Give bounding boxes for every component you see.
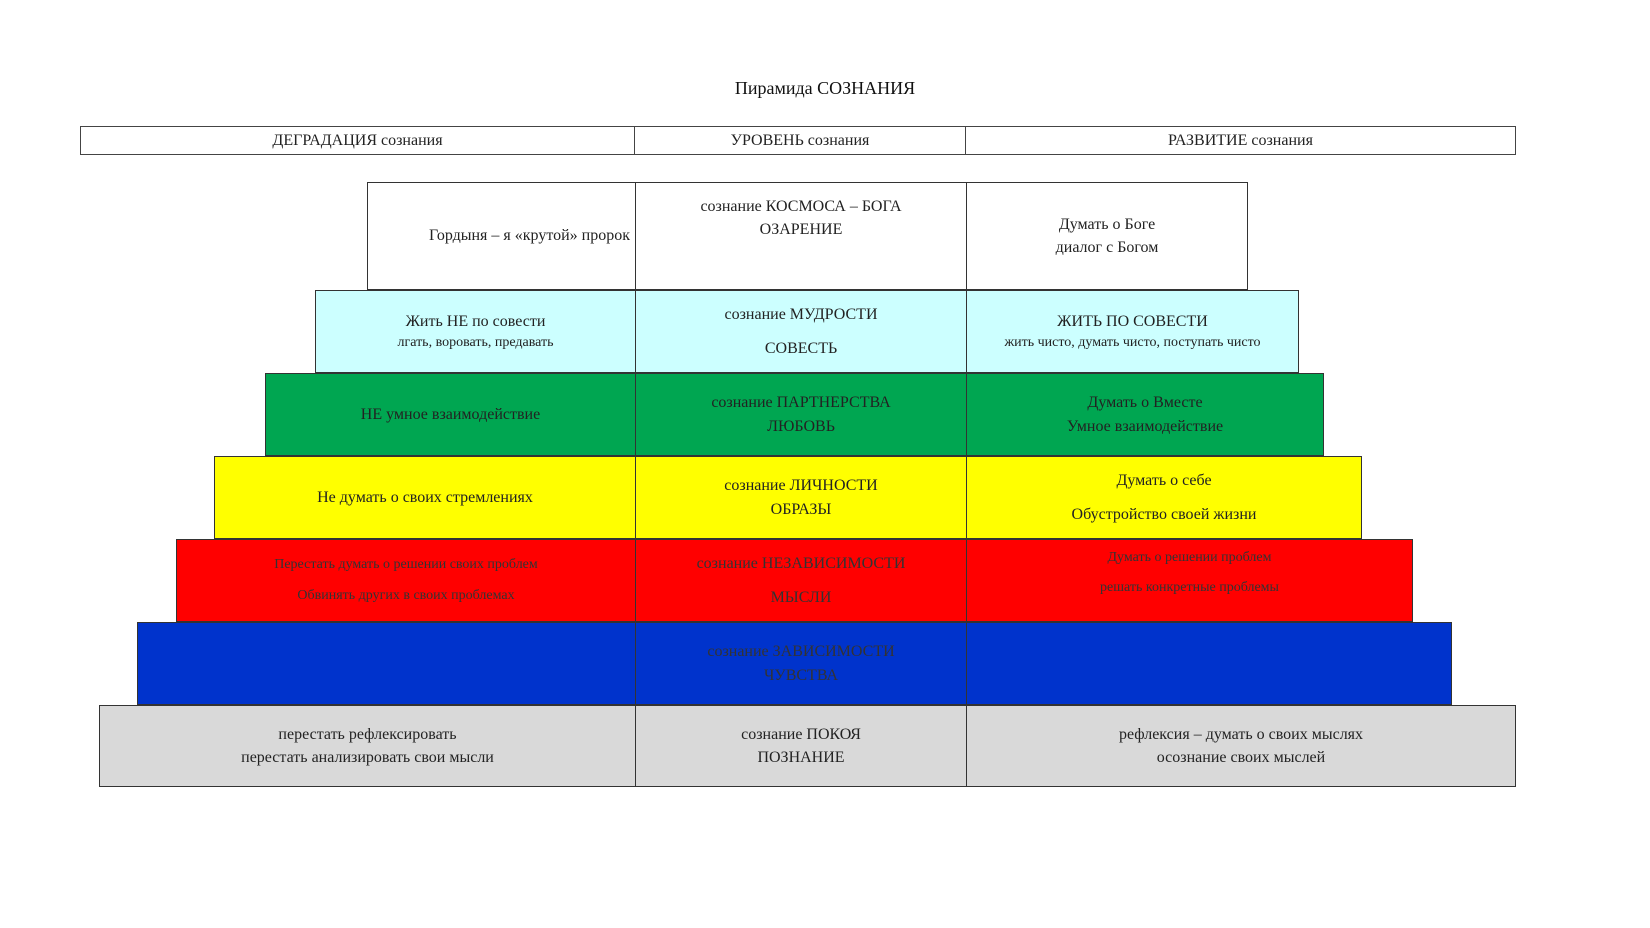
tier-3-level-name: сознание ЛИЧНОСТИ xyxy=(724,477,878,495)
tier-1-development xyxy=(966,290,1299,373)
tier-6-degradation xyxy=(99,705,635,787)
tier-3-development xyxy=(966,456,1362,539)
tier-2-development xyxy=(966,373,1324,456)
page-title: Пирамида СОЗНАНИЯ xyxy=(734,78,916,98)
header-development-label: РАЗВИТИЕ сознания xyxy=(1168,131,1313,149)
tier-3-level xyxy=(635,456,966,539)
tier-3-degradation-text: Не думать о своих стремлениях xyxy=(317,488,533,506)
tier-1-degradation-title: Жить НЕ по совести xyxy=(405,312,546,330)
header-degradation xyxy=(80,126,635,155)
tier-2-level-name: сознание ПАРТНЕРСТВА xyxy=(711,394,891,412)
tier-4-degradation xyxy=(176,539,635,622)
tier-6-degradation-title: перестать рефлексировать xyxy=(278,725,457,743)
tier-6-level xyxy=(635,705,966,787)
tier-4-level-quality: МЫСЛИ xyxy=(770,588,832,606)
tier-1-level xyxy=(635,290,966,373)
header-development xyxy=(966,126,1516,155)
tier-4-degradation-text: Обвинять других в своих проблемах xyxy=(297,587,515,603)
tier-0-degradation xyxy=(367,182,635,290)
tier-1-level-name: сознание МУДРОСТИ xyxy=(724,306,878,324)
tier-0-level-name: сознание КОСМОСА – БОГА xyxy=(700,198,902,215)
tier-3-development-title: Думать о себе xyxy=(1116,472,1212,490)
tier-3-development-text: Обустройство своей жизни xyxy=(1071,505,1257,523)
tier-1-development-title: ЖИТЬ ПО СОВЕСТИ xyxy=(1057,312,1208,330)
tier-1-level-quality: СОВЕСТЬ xyxy=(764,339,838,357)
tier-2-development-title: Думать о Вместе xyxy=(1087,394,1203,412)
tier-6-development-title: рефлексия – думать о своих мыслях xyxy=(1118,725,1364,743)
tier-6-development xyxy=(966,705,1516,787)
tier-5-degradation xyxy=(137,622,635,705)
tier-4-level xyxy=(635,539,966,622)
tier-0-development-title: Думать о Боге xyxy=(1058,215,1156,233)
tier-6-development-text: осознание своих мыслей xyxy=(1156,749,1326,766)
tier-5-level-name: сознание ЗАВИСИМОСТИ xyxy=(707,643,895,661)
tier-2-level-quality: ЛЮБОВЬ xyxy=(767,417,835,435)
tier-2-degradation-text: НЕ умное взаимодействие xyxy=(360,405,541,423)
tier-4-development xyxy=(966,539,1413,622)
tier-0-level xyxy=(635,182,966,290)
tier-3-degradation xyxy=(214,456,635,539)
tier-1-degradation xyxy=(315,290,635,373)
tier-4-development-title: Думать о решении проблем xyxy=(1107,550,1272,565)
tier-5-level xyxy=(635,622,966,705)
tier-2-degradation xyxy=(265,373,635,456)
tier-4-level-name: сознание НЕЗАВИСИМОСТИ xyxy=(696,555,906,573)
header-level xyxy=(635,126,966,155)
tier-1-degradation-text: лгать, воровать, предавать xyxy=(397,334,554,350)
tier-4-degradation-title: Перестать думать о решении своих проблем xyxy=(274,557,538,573)
tier-4-development-text: решать конкретные проблемы xyxy=(1100,580,1279,596)
tier-0-degradation-text: Гордыня – я «крутой» пророк xyxy=(428,227,631,245)
header-level-label: УРОВЕНЬ сознания xyxy=(730,131,870,149)
tier-6-level-name: сознание ПОКОЯ xyxy=(741,725,861,743)
tier-3-level-quality: ОБРАЗЫ xyxy=(770,500,832,518)
tier-6-degradation-text: перестать анализировать свои мысли xyxy=(241,749,494,766)
tier-5-level-quality: ЧУВСТВА xyxy=(763,666,839,684)
tier-2-development-text: Умное взаимодействие xyxy=(1066,417,1224,435)
tier-0-development xyxy=(966,182,1248,290)
tier-0-development-text: диалог с Богом xyxy=(1055,239,1159,256)
tier-0-level-quality: ОЗАРЕНИЕ xyxy=(759,221,843,239)
tier-1-development-text: жить чисто, думать чисто, поступать чисто xyxy=(1004,334,1261,350)
header-degradation-label: ДЕГРАДАЦИЯ сознания xyxy=(272,131,443,149)
tier-6-level-quality: ПОЗНАНИЕ xyxy=(757,749,845,766)
tier-5-development xyxy=(966,622,1452,705)
tier-2-level xyxy=(635,373,966,456)
